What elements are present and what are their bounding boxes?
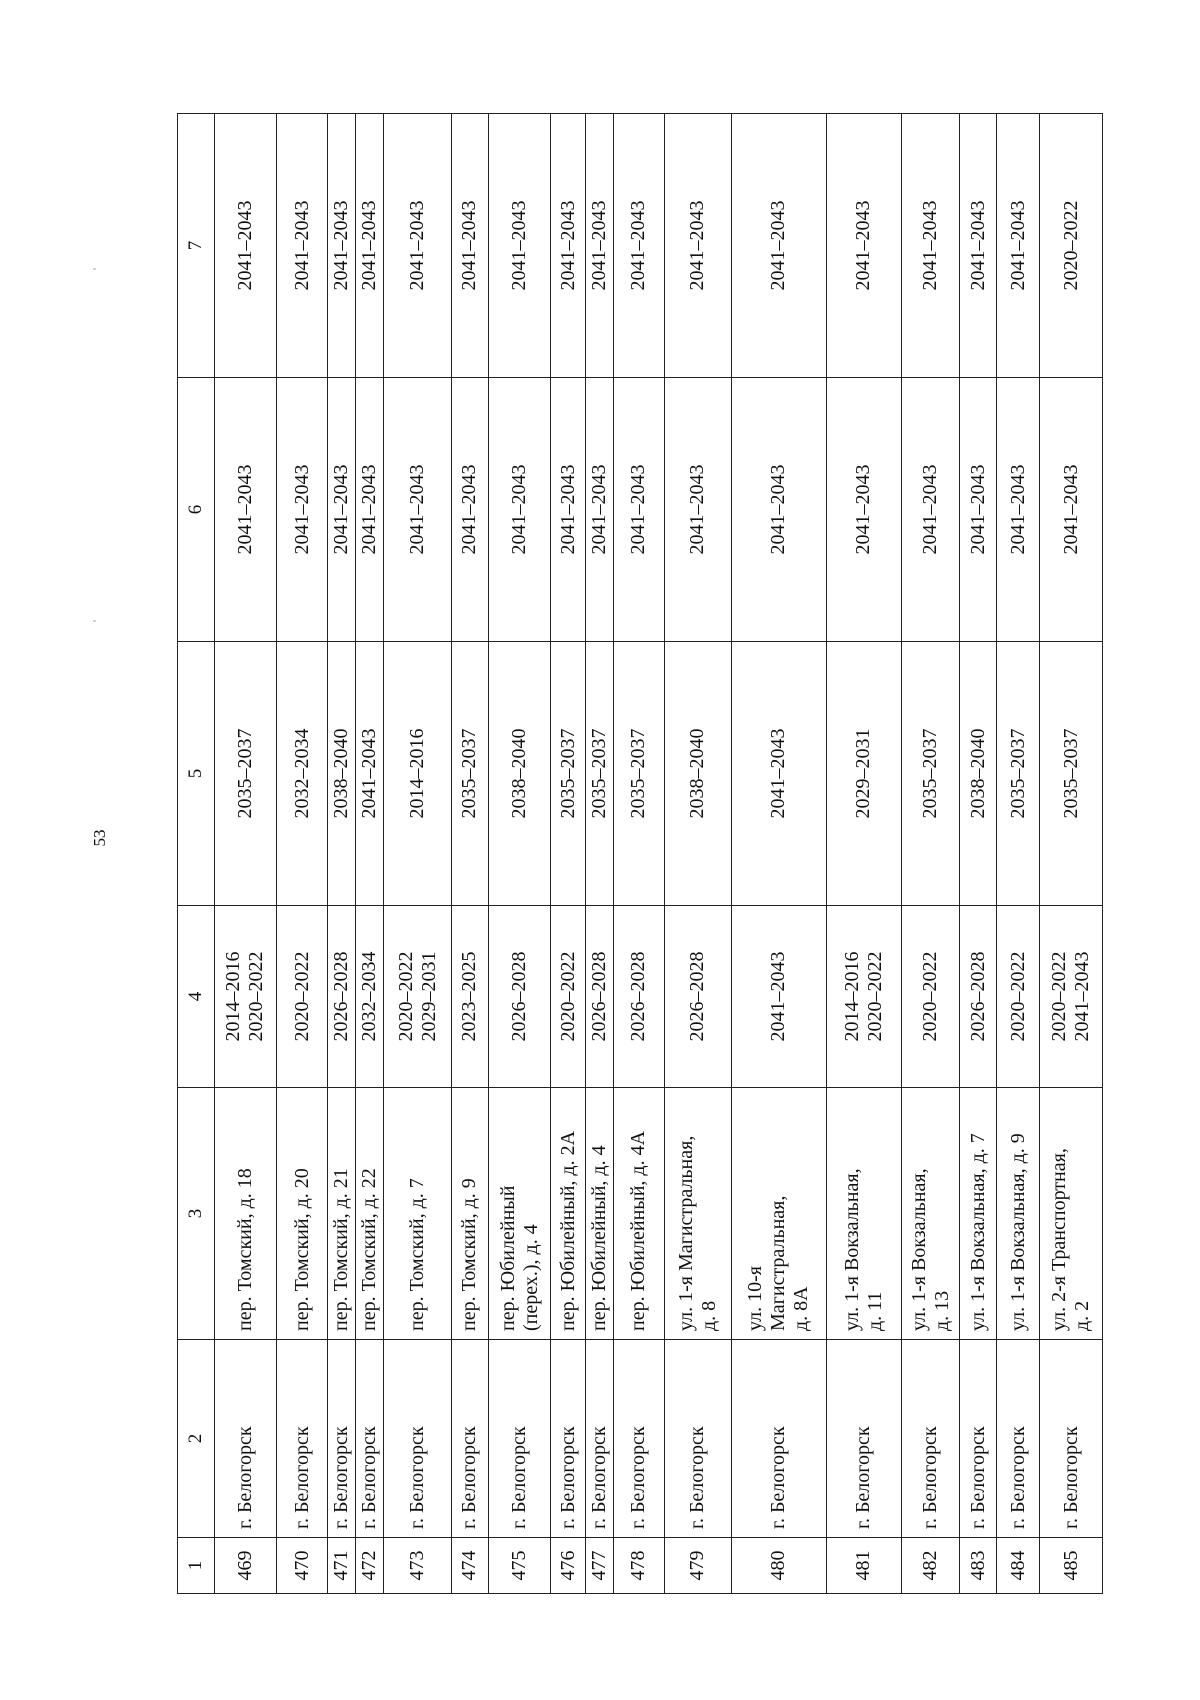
table-cell-col-3: ул. 1-я Вокзальная, д. 13 xyxy=(902,1088,960,1340)
table-cell-col-3: ул. 1-я Вокзальная, д. 9 xyxy=(997,1088,1040,1340)
table-container xyxy=(177,114,1103,1594)
table-cell-col-1: 474 xyxy=(452,1538,489,1594)
table-cell-col-5: 2035–2037 xyxy=(1040,642,1103,906)
table-row xyxy=(551,114,586,1594)
table-cell-col-3: ул. 1-я Вокзальная, д. 7 xyxy=(960,1088,997,1340)
table-cell-col-2: г. Белогорск xyxy=(214,1340,277,1538)
table-cell-col-5: 2041–2043 xyxy=(356,642,384,906)
table-cell-col-3: пер. Томский, д. 18 xyxy=(214,1088,277,1340)
table-cell-col-4: 2026–2028 xyxy=(613,906,664,1088)
table-cell-col-7: 2041–2043 xyxy=(277,114,328,378)
table-row xyxy=(1040,114,1103,1594)
table-cell-col-5: 2035–2037 xyxy=(902,642,960,906)
table-cell-col-7: 2041–2043 xyxy=(488,114,551,378)
scan-speck xyxy=(93,620,96,622)
table-cell-col-2: г. Белогорск xyxy=(613,1340,664,1538)
table-cell-col-3: пер. Томский, д. 9 xyxy=(452,1088,489,1340)
table-cell-col-5: 2035–2037 xyxy=(452,642,489,906)
scan-speck xyxy=(93,268,96,270)
table-cell-col-2: г. Белогорск xyxy=(664,1340,731,1538)
table-cell-col-4: 2020–2022 xyxy=(997,906,1040,1088)
table-cell-col-2: г. Белогорск xyxy=(452,1340,489,1538)
table-cell-col-2: г. Белогорск xyxy=(488,1340,551,1538)
table-cell-col-1: 472 xyxy=(356,1538,384,1594)
table-cell-col-1: 469 xyxy=(214,1538,277,1594)
table-cell-col-7: 2041–2043 xyxy=(585,114,613,378)
table-cell-col-2: г. Белогорск xyxy=(731,1340,826,1538)
table-cell-col-2: г. Белогорск xyxy=(356,1340,384,1538)
table-cell-col-5: 2035–2037 xyxy=(214,642,277,906)
table-cell-col-1: 485 xyxy=(1040,1538,1103,1594)
table-cell-col-6: 2041–2043 xyxy=(277,378,328,642)
table-row xyxy=(384,114,452,1594)
table-cell-col-7: 2041–2043 xyxy=(356,114,384,378)
table-cell-col-4: 2014–2016 2020–2022 xyxy=(214,906,277,1088)
table-cell-col-6: 2041–2043 xyxy=(551,378,586,642)
table-cell-col-6: 2041–2043 xyxy=(902,378,960,642)
table-row xyxy=(328,114,356,1594)
table-row xyxy=(356,114,384,1594)
table-cell-col-5: 2038–2040 xyxy=(664,642,731,906)
column-header: 3 xyxy=(178,1088,215,1340)
table-cell-col-4: 2020–2022 xyxy=(902,906,960,1088)
table-cell-col-6: 2041–2043 xyxy=(664,378,731,642)
table-cell-col-2: г. Белогорск xyxy=(902,1340,960,1538)
table-cell-col-1: 481 xyxy=(826,1538,902,1594)
table-cell-col-7: 2041–2043 xyxy=(826,114,902,378)
column-header: 7 xyxy=(178,114,215,378)
table-row xyxy=(613,114,664,1594)
page-number: 53 xyxy=(90,829,109,847)
table-cell-col-6: 2041–2043 xyxy=(488,378,551,642)
table-cell-col-4: 2026–2028 xyxy=(664,906,731,1088)
column-header: 1 xyxy=(178,1538,215,1594)
table-cell-col-1: 470 xyxy=(277,1538,328,1594)
table-cell-col-7: 2041–2043 xyxy=(551,114,586,378)
table-cell-col-7: 2041–2043 xyxy=(731,114,826,378)
table-cell-col-4: 2026–2028 xyxy=(585,906,613,1088)
table-cell-col-3: пер. Томский, д. 21 xyxy=(328,1088,356,1340)
table-cell-col-5: 2014–2016 xyxy=(384,642,452,906)
table-cell-col-7: 2020–2022 xyxy=(1040,114,1103,378)
table-cell-col-5: 2035–2037 xyxy=(585,642,613,906)
table-cell-col-7: 2041–2043 xyxy=(613,114,664,378)
table-cell-col-7: 2041–2043 xyxy=(214,114,277,378)
table-cell-col-4: 2026–2028 xyxy=(960,906,997,1088)
table-cell-col-3: ул. 1-я Магистральная, д. 8 xyxy=(664,1088,731,1340)
table-cell-col-6: 2041–2043 xyxy=(997,378,1040,642)
table-cell-col-6: 2041–2043 xyxy=(384,378,452,642)
table-row xyxy=(585,114,613,1594)
table-cell-col-1: 484 xyxy=(997,1538,1040,1594)
table-row xyxy=(731,114,826,1594)
table-cell-col-3: пер. Томский, д. 7 xyxy=(384,1088,452,1340)
table-header-row xyxy=(178,114,215,1594)
table-cell-col-4: 2041–2043 xyxy=(731,906,826,1088)
table-cell-col-3: ул. 10-я Магистральная, д. 8А xyxy=(731,1088,826,1340)
column-header: 6 xyxy=(178,378,215,642)
table-cell-col-4: 2014–2016 2020–2022 xyxy=(826,906,902,1088)
table-row xyxy=(452,114,489,1594)
table-row xyxy=(277,114,328,1594)
column-header: 4 xyxy=(178,906,215,1088)
table-cell-col-4: 2026–2028 xyxy=(328,906,356,1088)
table-cell-col-7: 2041–2043 xyxy=(328,114,356,378)
table-cell-col-2: г. Белогорск xyxy=(277,1340,328,1538)
table-cell-col-4: 2020–2022 2041–2043 xyxy=(1040,906,1103,1088)
table-cell-col-6: 2041–2043 xyxy=(452,378,489,642)
table-cell-col-4: 2020–2022 xyxy=(551,906,586,1088)
table-cell-col-6: 2041–2043 xyxy=(826,378,902,642)
table-cell-col-5: 2038–2040 xyxy=(960,642,997,906)
table-cell-col-5: 2032–2034 xyxy=(277,642,328,906)
table-cell-col-2: г. Белогорск xyxy=(328,1340,356,1538)
table-row xyxy=(997,114,1040,1594)
table-cell-col-5: 2035–2037 xyxy=(997,642,1040,906)
table-cell-col-1: 483 xyxy=(960,1538,997,1594)
column-header: 5 xyxy=(178,642,215,906)
table-cell-col-7: 2041–2043 xyxy=(960,114,997,378)
table-cell-col-1: 477 xyxy=(585,1538,613,1594)
table-cell-col-4: 2032–2034 xyxy=(356,906,384,1088)
table-cell-col-1: 478 xyxy=(613,1538,664,1594)
table-cell-col-5: 2038–2040 xyxy=(488,642,551,906)
table-cell-col-2: г. Белогорск xyxy=(1040,1340,1103,1538)
table-cell-col-7: 2041–2043 xyxy=(902,114,960,378)
table-cell-col-6: 2041–2043 xyxy=(960,378,997,642)
table-cell-col-1: 471 xyxy=(328,1538,356,1594)
table-cell-col-2: г. Белогорск xyxy=(384,1340,452,1538)
table-cell-col-3: пер. Юбилейный (перех.), д. 4 xyxy=(488,1088,551,1340)
table-cell-col-7: 2041–2043 xyxy=(452,114,489,378)
table-cell-col-6: 2041–2043 xyxy=(214,378,277,642)
table-cell-col-3: пер. Юбилейный, д. 4А xyxy=(613,1088,664,1340)
table-cell-col-6: 2041–2043 xyxy=(613,378,664,642)
table-cell-col-5: 2035–2037 xyxy=(613,642,664,906)
table-cell-col-5: 2029–2031 xyxy=(826,642,902,906)
table-cell-col-1: 473 xyxy=(384,1538,452,1594)
table-cell-col-3: ул. 1-я Вокзальная, д. 11 xyxy=(826,1088,902,1340)
table-cell-col-3: пер. Томский, д. 22 xyxy=(356,1088,384,1340)
table-cell-col-1: 479 xyxy=(664,1538,731,1594)
table-cell-col-1: 480 xyxy=(731,1538,826,1594)
table-cell-col-3: пер. Юбилейный, д. 4 xyxy=(585,1088,613,1340)
table-cell-col-6: 2041–2043 xyxy=(1040,378,1103,642)
table-cell-col-6: 2041–2043 xyxy=(356,378,384,642)
table-cell-col-3: пер. Томский, д. 20 xyxy=(277,1088,328,1340)
table-cell-col-1: 482 xyxy=(902,1538,960,1594)
table-cell-col-4: 2020–2022 2029–2031 xyxy=(384,906,452,1088)
table-cell-col-2: г. Белогорск xyxy=(585,1340,613,1538)
column-header: 2 xyxy=(178,1340,215,1538)
table-cell-col-7: 2041–2043 xyxy=(997,114,1040,378)
table-cell-col-6: 2041–2043 xyxy=(585,378,613,642)
data-table xyxy=(177,113,1103,1594)
table-cell-col-6: 2041–2043 xyxy=(328,378,356,642)
table-cell-col-5: 2041–2043 xyxy=(731,642,826,906)
table-row xyxy=(664,114,731,1594)
table-cell-col-5: 2038–2040 xyxy=(328,642,356,906)
table-cell-col-7: 2041–2043 xyxy=(664,114,731,378)
table-cell-col-3: ул. 2-я Транспортная, д. 2 xyxy=(1040,1088,1103,1340)
table-row xyxy=(960,114,997,1594)
table-cell-col-5: 2035–2037 xyxy=(551,642,586,906)
table-cell-col-2: г. Белогорск xyxy=(551,1340,586,1538)
table-cell-col-6: 2041–2043 xyxy=(731,378,826,642)
table-cell-col-2: г. Белогорск xyxy=(997,1340,1040,1538)
table-cell-col-4: 2026–2028 xyxy=(488,906,551,1088)
table-cell-col-1: 476 xyxy=(551,1538,586,1594)
table-cell-col-2: г. Белогорск xyxy=(960,1340,997,1538)
table-row xyxy=(826,114,902,1594)
table-cell-col-4: 2023–2025 xyxy=(452,906,489,1088)
table-row xyxy=(214,114,277,1594)
table-cell-col-7: 2041–2043 xyxy=(384,114,452,378)
table-cell-col-1: 475 xyxy=(488,1538,551,1594)
table-cell-col-3: пер. Юбилейный, д. 2А xyxy=(551,1088,586,1340)
table-row xyxy=(902,114,960,1594)
table-row xyxy=(488,114,551,1594)
table-cell-col-4: 2020–2022 xyxy=(277,906,328,1088)
table-cell-col-2: г. Белогорск xyxy=(826,1340,902,1538)
